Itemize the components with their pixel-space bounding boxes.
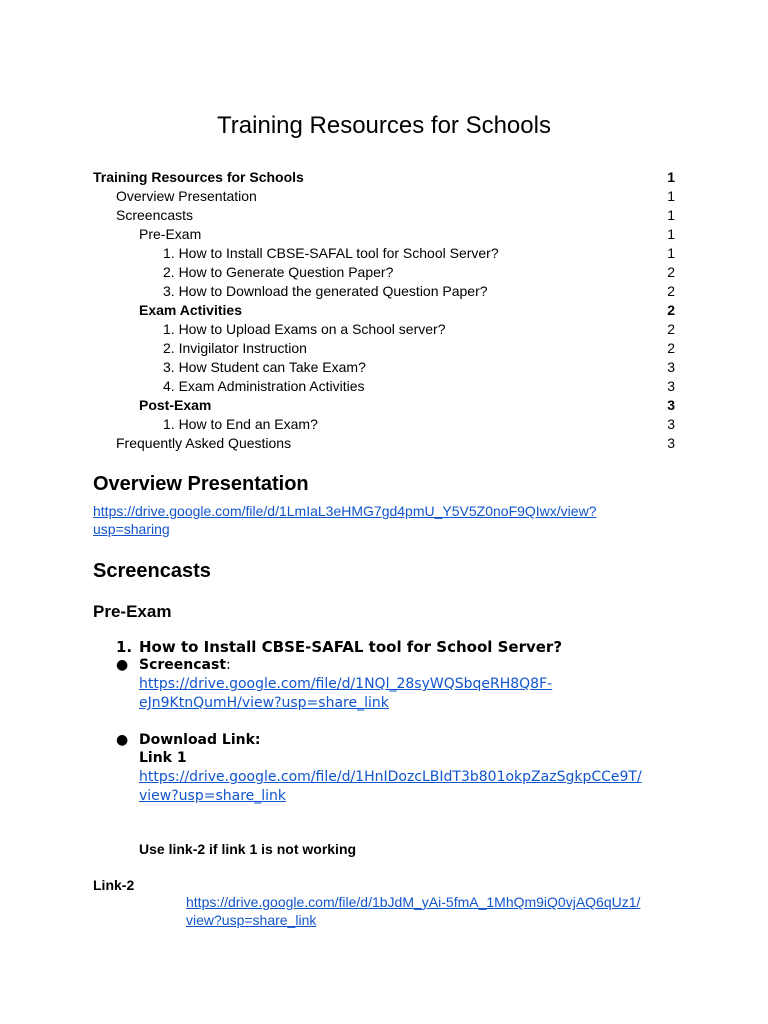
toc-entry-label[interactable]: Overview Presentation (116, 188, 257, 204)
overview-link-line1[interactable]: https://drive.google.com/file/d/1LmIaL3eHMG7gd4pmU_Y5V5Z0noF9QIwx/view? (93, 503, 597, 519)
toc-entry[interactable] (93, 358, 675, 377)
overview-link-line2[interactable]: usp=sharing (93, 521, 170, 537)
link1-label: Link 1 (139, 750, 187, 766)
pre-exam-heading: Pre-Exam (93, 602, 172, 621)
table-of-contents (93, 168, 675, 453)
toc-entry-page: 2 (667, 264, 675, 280)
item-number: 1. (116, 638, 133, 656)
toc-entry[interactable] (93, 244, 675, 263)
download-link1-line2[interactable]: view?usp=share_link (139, 788, 287, 804)
toc-entry-page: 3 (667, 359, 675, 375)
toc-entry[interactable] (93, 320, 675, 339)
toc-entry[interactable] (93, 263, 675, 282)
toc-entry-page: 1 (667, 169, 675, 185)
toc-entry-page: 2 (667, 321, 675, 337)
toc-entry-label[interactable]: Screencasts (116, 207, 194, 223)
toc-entry[interactable] (93, 168, 675, 187)
toc-entry-page: 2 (667, 283, 675, 299)
toc-entry-label[interactable]: 1. How to Upload Exams on a School server? (163, 321, 446, 337)
toc-entry[interactable] (93, 377, 675, 396)
toc-entry[interactable] (93, 415, 675, 434)
download-link1-line1[interactable]: https://drive.google.com/file/d/1HnIDozcLBIdT3b801okpZazSgkpCCe9T/ (139, 769, 642, 785)
screencasts-heading: Screencasts (93, 560, 211, 582)
download-link2-line2[interactable]: view?usp=share_link (186, 912, 317, 928)
item-title-text: How to Install CBSE-SAFAL tool for School Server? (139, 638, 563, 656)
toc-entry-label[interactable]: Exam Activities (139, 302, 242, 318)
toc-entry[interactable] (93, 187, 675, 206)
toc-entry-label[interactable]: 4. Exam Administration Activities (163, 378, 365, 394)
toc-entry-page: 3 (667, 435, 675, 451)
overview-heading: Overview Presentation (93, 473, 309, 495)
toc-entry[interactable] (93, 225, 675, 244)
overview-link[interactable] (93, 502, 596, 538)
bullet-icon: ● (116, 657, 129, 673)
toc-entry-label[interactable]: Pre-Exam (139, 226, 202, 242)
toc-entry-label[interactable]: Post-Exam (139, 397, 212, 413)
item-install-title (116, 638, 562, 657)
screencast-colon: : (226, 657, 231, 673)
toc-entry-page: 1 (667, 188, 675, 204)
toc-entry-label[interactable]: 1. How to Install CBSE-SAFAL tool for School Server? (163, 245, 499, 261)
toc-entry[interactable] (93, 282, 675, 301)
toc-entry[interactable] (93, 206, 675, 225)
toc-entry-page: 2 (667, 340, 675, 356)
toc-entry-page: 2 (667, 302, 675, 318)
download-link2-line1[interactable]: https://drive.google.com/file/d/1bJdM_yAi-5fmA_1MhQm9iQ0vjAQ6qUz1/ (186, 894, 641, 910)
toc-entry-label[interactable]: 3. How Student can Take Exam? (163, 359, 366, 375)
link2-note: Use link-2 if link 1 is not working (139, 841, 357, 857)
document-title: Training Resources for Schools (217, 112, 551, 139)
download-label: Download Link: (139, 732, 261, 748)
toc-entry-page: 1 (667, 226, 675, 242)
link1-label-row (139, 749, 187, 768)
toc-entry[interactable] (93, 396, 675, 415)
toc-entry[interactable] (93, 301, 675, 320)
toc-entry-page: 1 (667, 245, 675, 261)
toc-entry-label[interactable]: 1. How to End an Exam? (163, 416, 318, 432)
toc-entry-label[interactable]: Frequently Asked Questions (116, 435, 292, 451)
toc-entry-label[interactable]: 2. Invigilator Instruction (163, 340, 307, 356)
toc-entry-page: 3 (667, 397, 675, 413)
toc-entry[interactable] (93, 434, 675, 453)
toc-entry[interactable] (93, 339, 675, 358)
toc-entry-label[interactable]: 2. How to Generate Question Paper? (163, 264, 394, 280)
download-link2[interactable] (186, 893, 640, 929)
screencast-link-line2[interactable]: eJn9KtnQumH/view?usp=share_link (139, 695, 389, 711)
toc-entry-page: 3 (667, 378, 675, 394)
screencast-label: Screencast (139, 657, 227, 673)
toc-entry-page: 3 (667, 416, 675, 432)
screencast-link-line1[interactable]: https://drive.google.com/file/d/1NQl_28syWQSbqeRH8Q8F- (139, 676, 553, 692)
toc-entry-label[interactable]: Training Resources for Schools (93, 169, 304, 185)
bullet-icon: ● (116, 732, 129, 748)
toc-entry-label[interactable]: 3. How to Download the generated Question Paper? (163, 283, 488, 299)
link2-label: Link-2 (93, 877, 135, 893)
toc-entry-page: 1 (667, 207, 675, 223)
